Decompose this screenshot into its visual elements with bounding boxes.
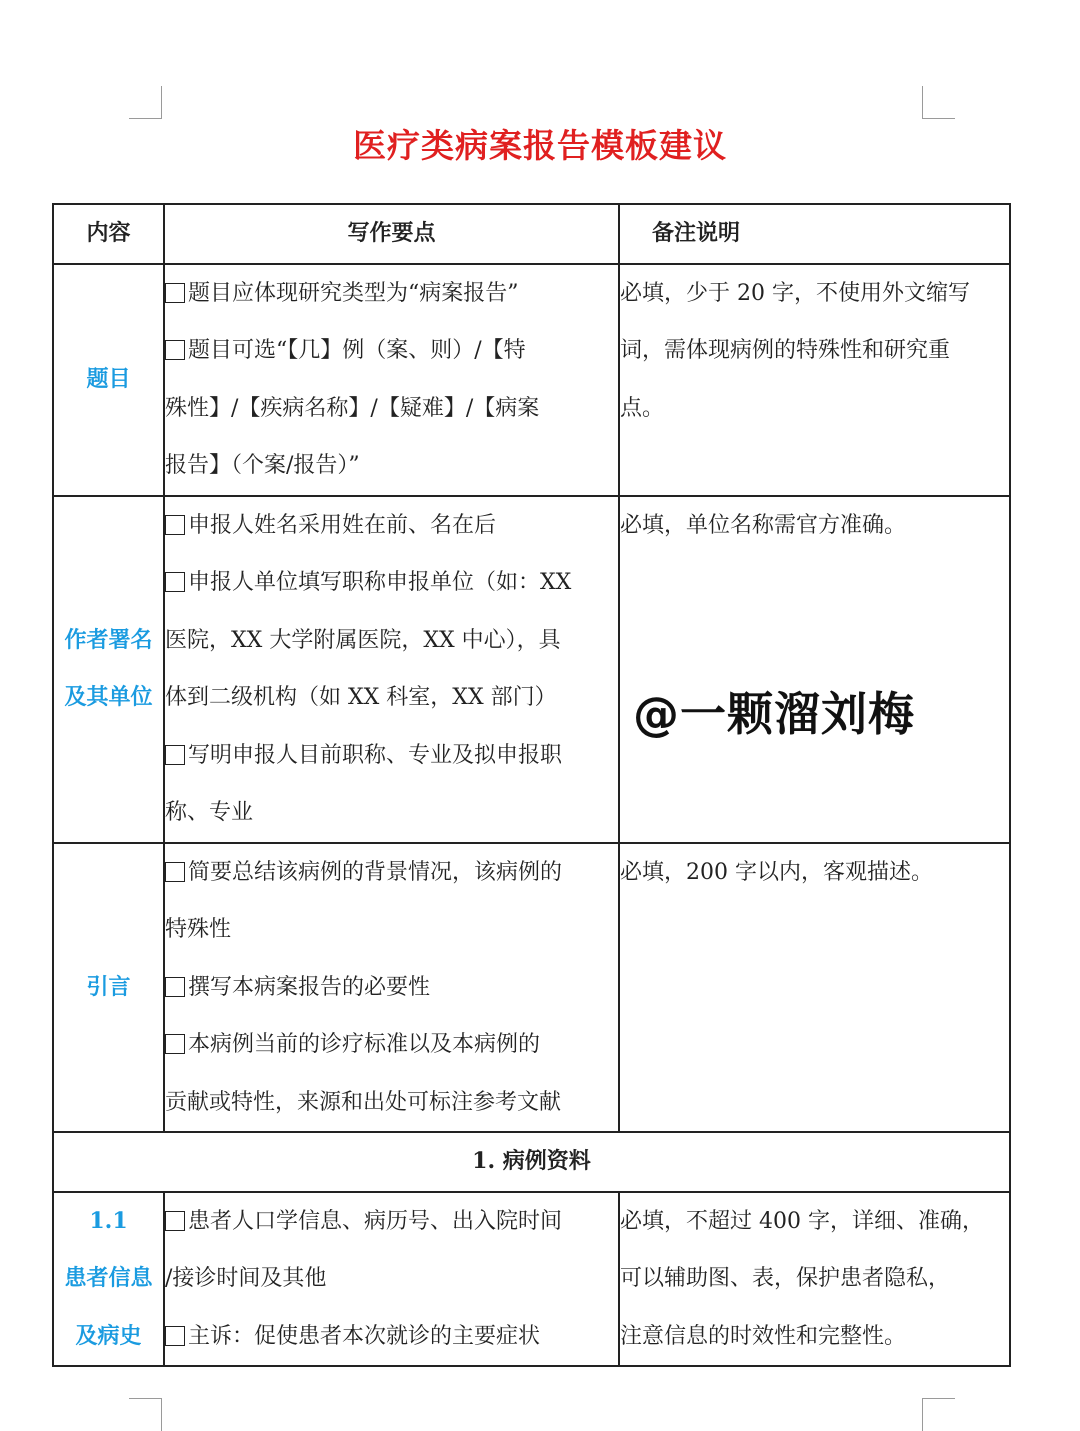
checkbox[interactable] bbox=[165, 1211, 185, 1231]
section-row bbox=[53, 1132, 1010, 1192]
table-row bbox=[53, 1192, 1010, 1367]
section-title: 1. 病例资料 bbox=[53, 1132, 1010, 1192]
point-continuation: 贡献或特性，来源和出处可标注参考文献 bbox=[165, 1089, 562, 1115]
category-title bbox=[53, 264, 164, 496]
page-corner-mark bbox=[922, 1398, 955, 1431]
category-label: 作者署名 bbox=[64, 626, 153, 653]
writing-points-cell bbox=[164, 843, 619, 1133]
point-item: 主诉：促使患者本次就诊的主要症状 bbox=[165, 1308, 618, 1366]
writing-points-cell bbox=[164, 264, 619, 496]
notes-cell bbox=[619, 496, 1010, 843]
checkbox[interactable] bbox=[165, 572, 185, 592]
note-line: 点。 bbox=[620, 395, 665, 421]
checkbox[interactable] bbox=[165, 745, 185, 765]
note-line: 必填，不超过 400 字，详细、准确， bbox=[620, 1208, 984, 1234]
header-writing-points: 写作要点 bbox=[164, 204, 619, 264]
category-label: 患者信息 bbox=[64, 1265, 153, 1291]
table-row bbox=[53, 843, 1010, 1133]
checkbox[interactable] bbox=[165, 340, 185, 360]
point-continuation: 殊性】/【疾病名称】/【疑难】/【病案 bbox=[165, 395, 540, 421]
category-author bbox=[53, 496, 164, 843]
point-continuation: /接诊时间及其他 bbox=[165, 1266, 327, 1291]
header-notes: 备注说明 bbox=[619, 204, 1010, 264]
point-item: 撰写本病案报告的必要性 bbox=[165, 959, 618, 1017]
table-row bbox=[53, 496, 1010, 843]
category-label: 及病史 bbox=[75, 1322, 142, 1349]
checkbox[interactable] bbox=[165, 283, 185, 303]
table-header-row bbox=[53, 204, 1010, 264]
point-continuation: 特殊性 bbox=[165, 917, 232, 942]
point-item: 本病例当前的诊疗标准以及本病例的 bbox=[165, 1016, 618, 1074]
checkbox[interactable] bbox=[165, 977, 185, 997]
point-item: 患者人口学信息、病历号、出入院时间 bbox=[165, 1193, 618, 1251]
note-line: 必填，单位名称需官方准确。 bbox=[620, 512, 907, 538]
page-corner-mark bbox=[922, 86, 955, 119]
notes-cell bbox=[619, 264, 1010, 496]
checkbox[interactable] bbox=[165, 515, 185, 535]
notes-cell bbox=[619, 843, 1010, 1133]
header-content: 内容 bbox=[53, 204, 164, 264]
point-continuation: 医院，XX 大学附属医院，XX 中心），具 bbox=[165, 627, 561, 653]
point-item: 申报人姓名采用姓在前、名在后 bbox=[165, 497, 618, 555]
watermark: @一颗溜刘梅 bbox=[633, 687, 915, 741]
note-line: 必填，少于 20 字，不使用外文缩写 bbox=[620, 280, 970, 306]
category-patient-info bbox=[53, 1192, 164, 1367]
point-item: 简要总结该病例的背景情况，该病例的 bbox=[165, 844, 618, 902]
point-item: 题目应体现研究类型为“病案报告” bbox=[165, 265, 618, 323]
note-line: 可以辅助图、表，保护患者隐私， bbox=[620, 1266, 951, 1291]
category-introduction bbox=[53, 843, 164, 1133]
point-item: 题目可选“【几】例（案、则）/【特 bbox=[165, 322, 618, 380]
note-line: 必填，200 字以内，客观描述。 bbox=[620, 859, 933, 885]
category-label: 1.1 bbox=[89, 1207, 128, 1234]
point-continuation: 报告】（个案/报告）” bbox=[165, 453, 360, 478]
note-line: 注意信息的时效性和完整性。 bbox=[620, 1323, 907, 1349]
checkbox[interactable] bbox=[165, 862, 185, 882]
checkbox[interactable] bbox=[165, 1326, 185, 1346]
point-continuation: 称、专业 bbox=[165, 800, 254, 825]
page-corner-mark bbox=[129, 86, 162, 119]
category-label: 及其单位 bbox=[64, 684, 153, 710]
notes-cell bbox=[619, 1192, 1010, 1367]
checkbox[interactable] bbox=[165, 1034, 185, 1054]
document-title: 医疗类病案报告模板建议 bbox=[353, 126, 727, 165]
point-continuation: 体到二级机构（如 XX 科室，XX 部门） bbox=[165, 685, 557, 710]
template-table bbox=[52, 203, 1011, 1367]
page-corner-mark bbox=[129, 1398, 162, 1431]
point-item: 申报人单位填写职称申报单位（如：XX bbox=[165, 554, 618, 612]
point-item: 写明申报人目前职称、专业及拟申报职 bbox=[165, 727, 618, 785]
writing-points-cell bbox=[164, 496, 619, 843]
writing-points-cell bbox=[164, 1192, 619, 1367]
category-label: 题目 bbox=[86, 365, 131, 392]
note-line: 词，需体现病例的特殊性和研究重 bbox=[620, 338, 951, 363]
category-label: 引言 bbox=[86, 973, 131, 1000]
table-row bbox=[53, 264, 1010, 496]
